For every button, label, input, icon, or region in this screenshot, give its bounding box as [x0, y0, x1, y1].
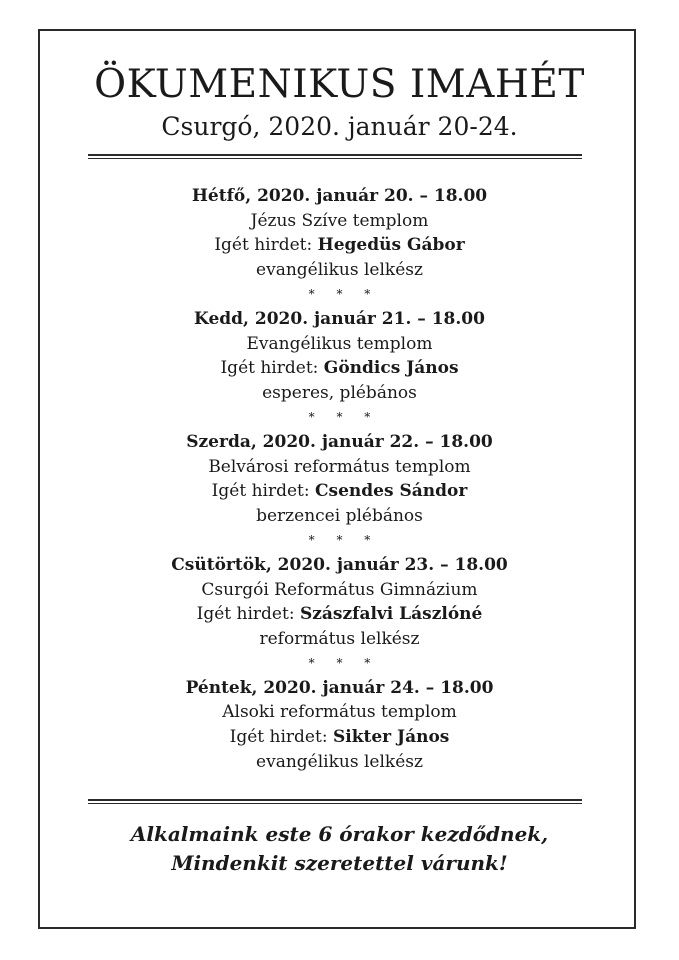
preacher-name: Szászfalvi Lászlóné: [299, 604, 483, 625]
preacher-label: Igét hirdet:: [211, 481, 310, 502]
event-preacher: [0, 725, 679, 750]
preacher-label: Igét hirdet:: [220, 358, 319, 379]
event-date: Hétfő, 2020. január 20. – 18.00: [191, 186, 488, 206]
preacher-name: Csendes Sándor: [315, 481, 468, 502]
event-preacher: [0, 356, 679, 381]
event-date: Péntek, 2020. január 24. – 18.00: [185, 677, 494, 698]
page-subtitle: Csurgó, 2020. január 20-24.: [161, 112, 518, 141]
event-venue: Evangélikus templom: [246, 333, 433, 354]
preacher-name: Göndics János: [323, 358, 459, 379]
footer-line-1: Alkalmaink este 6 órakor kezdődnek,: [130, 822, 549, 846]
divider-top: [88, 154, 582, 159]
preacher-label: Igét hirdet:: [229, 727, 328, 748]
separator: * * *: [308, 410, 380, 425]
event-friday: [0, 676, 679, 774]
event-role: református lelkész: [259, 628, 420, 649]
divider-bottom: [88, 799, 582, 804]
event-venue: Alsoki református templom: [222, 702, 457, 723]
event-role: evangélikus lelkész: [256, 751, 423, 772]
event-thursday: [0, 553, 679, 651]
event-tuesday: [0, 307, 679, 405]
preacher-name: Hegedüs Gábor: [317, 235, 465, 256]
event-role: evangélikus lelkész: [256, 259, 423, 280]
separator: * * *: [308, 656, 380, 671]
event-venue: Jézus Szíve templom: [250, 210, 429, 231]
event-role: esperes, plébános: [262, 382, 417, 403]
event-wednesday: [0, 430, 679, 528]
event-date: Kedd, 2020. január 21. – 18.00: [194, 308, 485, 329]
separator: * * *: [308, 533, 380, 548]
event-preacher: [0, 479, 679, 504]
preacher-label: Igét hirdet:: [214, 235, 313, 256]
event-role: berzencei plébános: [256, 505, 423, 526]
footer-message: [0, 820, 679, 878]
footer-line-2: Mindenkit szeretettel várunk!: [171, 851, 508, 875]
page-title: ÖKUMENIKUS IMAHÉT: [94, 62, 585, 107]
event-preacher: [0, 233, 679, 258]
event-date: Szerda, 2020. január 22. – 18.00: [186, 431, 493, 452]
event-monday: [0, 184, 679, 282]
event-venue: Belvárosi református templom: [208, 456, 471, 477]
event-preacher: [0, 602, 679, 627]
preacher-name: Sikter János: [332, 727, 450, 748]
schedule: [0, 184, 679, 774]
event-date: Csütörtök, 2020. január 23. – 18.00: [171, 554, 508, 575]
separator: * * *: [308, 287, 380, 302]
event-venue: Csurgói Református Gimnázium: [201, 579, 478, 600]
preacher-label: Igét hirdet:: [196, 604, 295, 625]
